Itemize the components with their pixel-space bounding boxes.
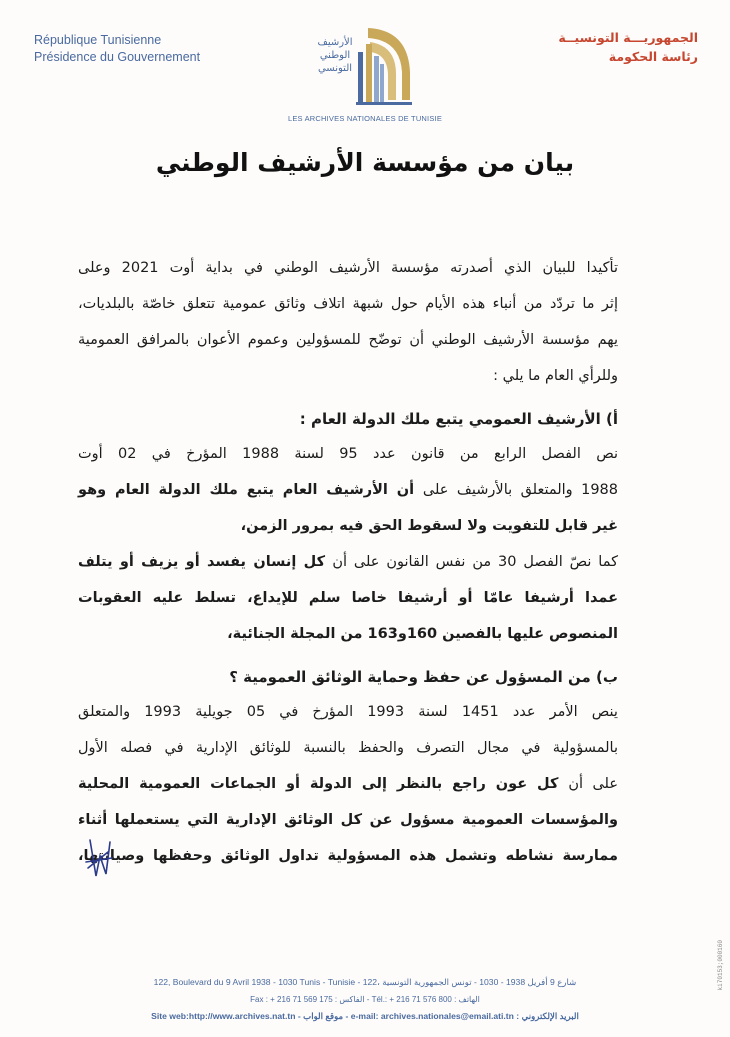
- logo-arabic-text: الأرشيف الوطني التونسي: [317, 37, 353, 74]
- intro-paragraph: [78, 250, 618, 394]
- archive-building-logo-icon: [310, 22, 420, 118]
- intro-line: وللرأي العام ما يلي :: [493, 368, 618, 384]
- section-b-line: ينص الأمر عدد 1451 لسنة 1993 المؤرخ في 05 جويلية 1993 والمتعلق: [78, 704, 618, 720]
- logo-caption: LES ARCHIVES NATIONALES DE TUNISIE: [287, 114, 443, 123]
- header-right: [558, 28, 698, 66]
- republic-ar: الجمهوريـــة التونسيــة: [558, 30, 698, 45]
- section-b-line: والمؤسسات العمومية مسؤول عن كل الوثائق الإدارية التي يستعملها أثناء: [78, 812, 618, 828]
- section-a-line: غير قابل للتفويت ولا لسقوط الحق فيه بمرور الزمن،: [240, 518, 618, 534]
- section-a: [78, 402, 618, 652]
- intro-line: إثر ما تردّد من أنباء هذه الأيام حول شبهة اتلاف وثائق عمومية تتعلق خاصّة بالبلديات،: [78, 296, 618, 312]
- section-b-line: على أن كل عون راجع بالنظر إلى الدولة أو الجماعات العمومية المحلية: [78, 776, 618, 792]
- presidency-ar: رئاسة الحكومة: [608, 49, 698, 64]
- side-reference: ki70153;000160: [717, 940, 724, 991]
- header-left: [34, 32, 200, 66]
- footer-web: Site web:http://www.archives.nat.tn - موقع الواب - e-mail: archives.nationales@email.ati.tn : البريد الإلكتروني: [151, 1011, 579, 1021]
- archives-logo: [310, 22, 420, 118]
- page-title: بيان من مؤسسة الأرشيف الوطني: [155, 148, 575, 177]
- section-a-line: كما نصّ الفصل 30 من نفس القانون على أن كل إنسان يفسد أو يزيف أو يتلف: [78, 554, 618, 570]
- signature-mark: [84, 838, 114, 880]
- section-a-line: عمدا أرشيفا عامّا أو أرشيفا خاصا سلم للإيداع، تسلط عليه العقوبات: [78, 590, 618, 606]
- section-b: [78, 660, 618, 874]
- republic-fr: République Tunisienne: [34, 33, 162, 47]
- intro-line: يهم مؤسسة الأرشيف الوطني أن توضّح للمسؤولين وعموم الأعوان بالمرافق العمومية: [78, 332, 618, 348]
- footer-phones: Fax : + 216 71 569 175 : الفاكس - Tél.: + 216 71 576 800 : الهاتف: [250, 995, 480, 1004]
- section-b-heading: ب) من المسؤول عن حفظ وحماية الوثائق العمومية ؟: [229, 668, 618, 686]
- section-a-line: المنصوص عليها بالفصين 160و163 من المجلة الجنائية،: [227, 626, 618, 642]
- presidency-fr: Présidence du Gouvernement: [34, 50, 201, 64]
- section-a-line: 1988 والمتعلق بالأرشيف على أن الأرشيف العام يتبع ملك الدولة العام وهو: [78, 482, 618, 498]
- section-b-line: ممارسة نشاطه وتشمل هذه المسؤولية تداول الوثائق وحفظها وصيانتها،: [78, 848, 618, 864]
- footer: [0, 974, 730, 1025]
- footer-address: 122, Boulevard du 9 Avril 1938 - 1030 Tunis - Tunisie - 122، شارع 9 أفريل 1938 - 1030 - تونس الجمهورية التونسية: [153, 977, 577, 987]
- intro-line: تأكيدا للبيان الذي أصدرته مؤسسة الأرشيف الوطني في بداية أوت 2021 وعلى: [78, 260, 618, 276]
- section-b-line: بالمسؤولية في مجال التصرف والحفظ بالنسبة للوثائق الإدارية في فصله الأول: [78, 740, 618, 756]
- section-a-heading: أ) الأرشيف العمومي يتبع ملك الدولة العام :: [299, 410, 618, 428]
- section-a-line: نص الفصل الرابع من قانون عدد 95 لسنة 1988 المؤرخ في 02 أوت: [78, 446, 618, 462]
